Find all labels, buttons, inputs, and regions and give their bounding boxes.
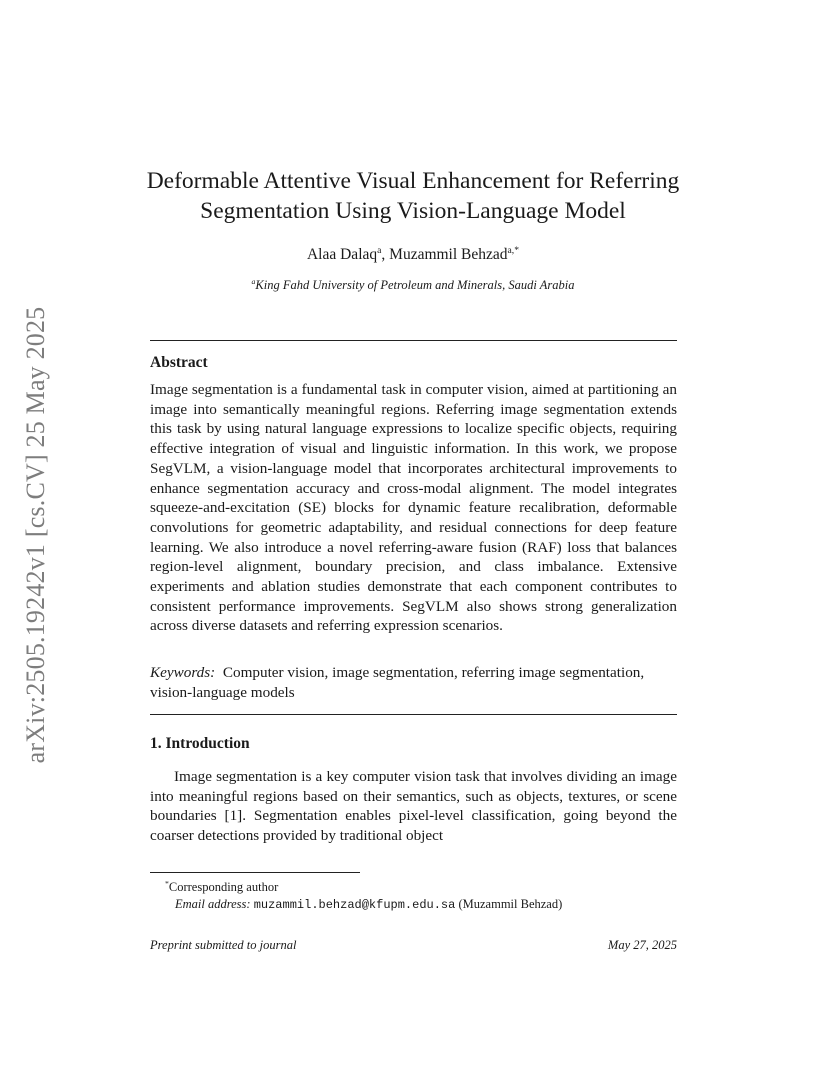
author-name: Muzammil Behzad [389, 246, 508, 264]
abstract-top-rule [150, 340, 677, 341]
footer-date: May 27, 2025 [607, 938, 677, 952]
affiliation [130, 277, 696, 293]
email-label: Email address: [175, 896, 251, 911]
footnote-mark: * [165, 879, 169, 888]
affiliation-mark: a [251, 277, 256, 286]
arxiv-identifier: arXiv:2505.19242v1 [cs.CV] 25 May 2025 [21, 306, 50, 764]
footnote [165, 876, 562, 913]
keywords-label: Keywords: [150, 664, 216, 681]
footnote-corresponding-text: Corresponding author [168, 880, 279, 895]
author-separator: , [381, 246, 390, 264]
paper-title: Deformable Attentive Visual Enhancement for Referring Segmentation Using Vision-Language Model [146, 168, 680, 224]
section-heading-introduction: 1. Introduction [150, 735, 250, 752]
author-affiliation-mark: a,* [507, 245, 519, 256]
author-affiliation-mark: a [377, 245, 382, 256]
footnote-email-line [165, 896, 562, 914]
introduction-text: Image segmentation is a key computer vision task that involves dividing an image into meaningful regions based on their semantics, such as objects, textures, or scene boundaries [1]. Segmentation enables pixel-level classification, going beyond the coarser detections provided by traditional object [150, 768, 677, 845]
footnote-rule [150, 872, 360, 873]
abstract-text: Image segmentation is a fundamental task in computer vision, aimed at partitioning an image into semantically meaningful regions. Referring image segmentation extends this task by using natural language expressions to localize specific objects, requiring effective integration of visual and linguistic information. In this work, we propose SegVLM, a vision-language model that incorporates architectural improvements to enhance segmentation accuracy and cross-modal alignment. The model integrates squeeze-and-excitation (SE) blocks for dynamic feature recalibration, deformable convolutions for geometric adaptability, and residual connections for deep feature learning. We also introduce a novel referring-aware fusion (RAF) loss that balances region-level alignment, boundary precision, and class imbalance. Extensive experiments and ablation studies demonstrate that each component contributes to consistent performance improvements. SegVLM also shows strong generalization across diverse datasets and referring expression scenarios. [150, 381, 677, 635]
arxiv-sidebar-stamp [0, 0, 50, 764]
footer-preprint-note: Preprint submitted to journal [150, 938, 297, 952]
keywords [150, 663, 677, 702]
author-name: Alaa Dalaq [306, 246, 378, 264]
affiliation-text: King Fahd University of Petroleum and Minerals, Saudi Arabia [255, 278, 575, 293]
email-address: muzammil.behzad@kfupm.edu.sa [253, 897, 456, 912]
footnote-corresponding [165, 876, 562, 896]
abstract-heading: Abstract [150, 354, 208, 371]
email-owner: (Muzammil Behzad) [458, 896, 563, 911]
author-list [130, 245, 696, 264]
keywords-text: Computer vision, image segmentation, referring image segmentation, vision-language models [150, 664, 645, 701]
abstract-bottom-rule [150, 714, 677, 715]
